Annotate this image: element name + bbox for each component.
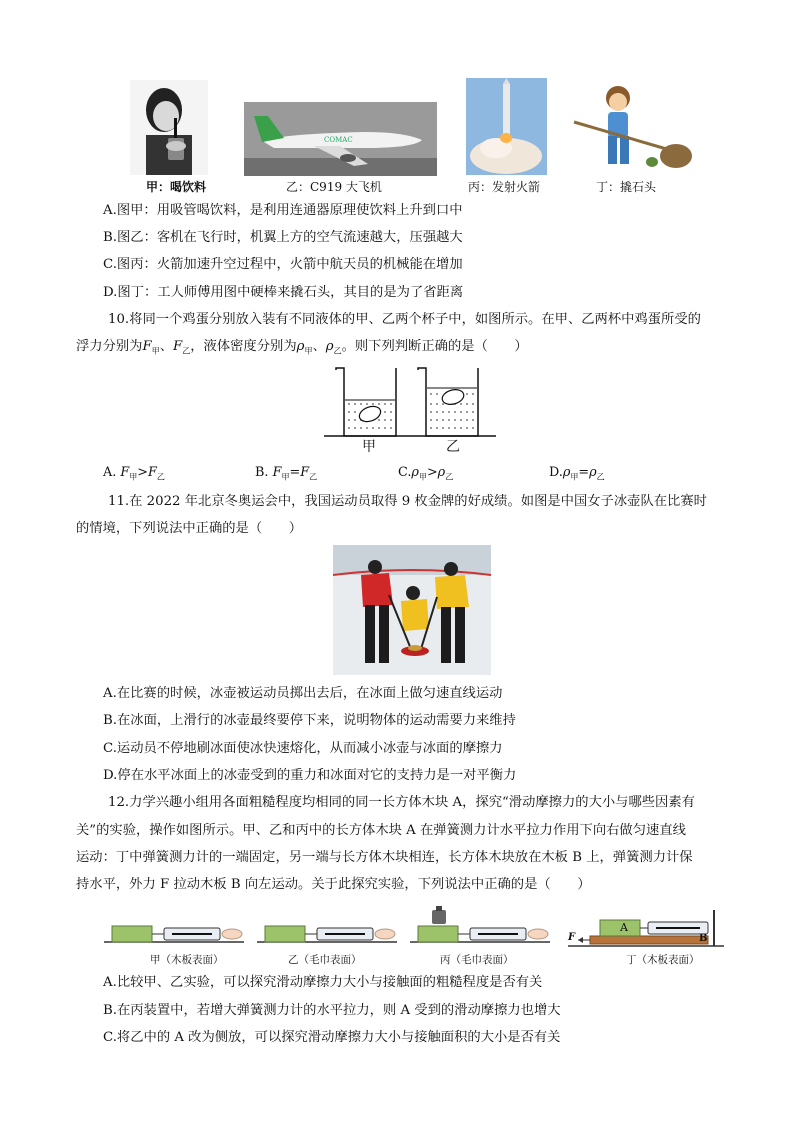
caption-friction-bing: 丙（毛巾表面） — [440, 954, 514, 966]
caption-friction-ding: 丁（木板表面） — [626, 954, 700, 966]
q11-stem-line2: 的情境，下列说法中正确的是（ ） — [76, 521, 303, 536]
q12-option-a: A.比较甲、乙实验，可以探究滑动摩擦力大小与接触面的粗糙程度是否有关 — [103, 975, 543, 990]
figure-egg-cups — [322, 364, 498, 456]
q12-stem-line3: 运动：丁中弹簧测力计的一端固定，另一端与长方体木块相连，长方体木块放在木板 B 上，弹簧测力计保 — [76, 850, 693, 865]
figure-friction-bing — [410, 902, 550, 948]
caption-c919: 乙：C919 大飞机 — [286, 180, 382, 194]
q11-option-d: D.停在水平冰面上的冰壶受到的重力和冰面对它的支持力是一对平衡力 — [103, 768, 517, 783]
plane-livery-text: COMAC — [324, 136, 353, 144]
figure-friction-jia — [104, 918, 244, 948]
q9-option-c: C.图丙：火箭加速升空过程中，火箭中航天员的机械能在增加 — [103, 257, 463, 272]
q11-option-c: C.运动员不停地刷冰面使冰快速熔化，从而减小冰壶与冰面的摩擦力 — [103, 741, 503, 756]
figure-drinking — [130, 80, 208, 175]
caption-lever: 丁：撬石头 — [596, 180, 657, 194]
q11-option-b: B.在冰面，上滑行的冰壶最终要停下来，说明物体的运动需要力来维持 — [103, 713, 516, 728]
q12-stem-line4: 持水平，外力 F 拉动木板 B 向左运动。关于此探究实验，下列说法中正确的是（ ） — [76, 877, 591, 892]
cup-label-yi: 乙 — [446, 439, 460, 455]
caption-drinking: 甲：喝饮料 — [146, 180, 207, 194]
q9-option-b: B.图乙：客机在飞行时，机翼上方的空气流速越大，压强越大 — [103, 230, 463, 245]
q9-option-a: A.图甲：用吸管喝饮料，是利用连通器原理使饮料上升到口中 — [103, 203, 463, 218]
caption-friction-yi: 乙（毛巾表面） — [288, 954, 362, 966]
caption-rocket: 丙：发射火箭 — [468, 180, 541, 194]
q11-stem-line1: 11.在 2022 年北京冬奥运会中，我国运动员取得 9 枚金牌的好成绩。如图是中国女子冰壶队在比赛时 — [108, 494, 707, 509]
ding-label-b: B — [699, 933, 708, 944]
q10-option-a: A. $F_甲>F_乙$ — [103, 465, 165, 482]
q9-option-d: D.图丁：工人师傅用图中硬棒来撬石头，其目的是为了省距离 — [103, 285, 464, 300]
q12-option-c: C.将乙中的 A 改为侧放，可以探究滑动摩擦力大小与接触面积的大小是否有关 — [103, 1030, 561, 1045]
q12-stem-line1: 12.力学兴趣小组用各面粗糙程度均相同的同一长方体木块 A，探究“滑动摩擦力的大小与哪些因素有 — [108, 795, 695, 810]
figure-friction-yi — [257, 918, 397, 948]
q11-option-a: A.在比赛的时候，冰壶被运动员掷出去后，在冰面上做匀速直线运动 — [103, 686, 503, 701]
q10-option-c: $C.\rho_甲>\rho_乙$ — [398, 465, 454, 482]
q12-option-b: B.在丙装置中，若增大弹簧测力计的水平拉力，则 A 受到的滑动摩擦力也增大 — [103, 1003, 561, 1018]
q10-option-b: B. $F_甲=F_乙$ — [255, 465, 318, 482]
caption-friction-jia: 甲（木板表面） — [150, 954, 224, 966]
ding-label-a: A — [620, 921, 628, 934]
cup-label-jia: 甲 — [362, 439, 376, 455]
figure-curling-photo — [333, 545, 491, 675]
q10-stem-line1: 10.将同一个鸡蛋分别放入装有不同液体的甲、乙两个杯子中，如图所示。在甲、乙两杯中鸡蛋所受的 — [108, 312, 701, 327]
q12-stem-line2: 关”的实验，操作如图所示。甲、乙和丙中的长方体木块 A 在弹簧测力计水平拉力作用下向右做匀速直线 — [76, 823, 686, 838]
figure-lever-stone — [570, 84, 692, 176]
figure-rocket-launch — [466, 78, 547, 175]
ding-label-f: F — [568, 932, 576, 943]
figure-c919-airplane — [244, 102, 437, 176]
q10-stem-line2: 浮力分别为$F_甲$、$F_乙$，液体密度分别为$\rho_甲$、$\rho_乙$。则下列判断正确的是（ ） — [76, 339, 528, 356]
q10-option-d: $D.\rho_甲=\rho_乙$ — [549, 465, 605, 482]
